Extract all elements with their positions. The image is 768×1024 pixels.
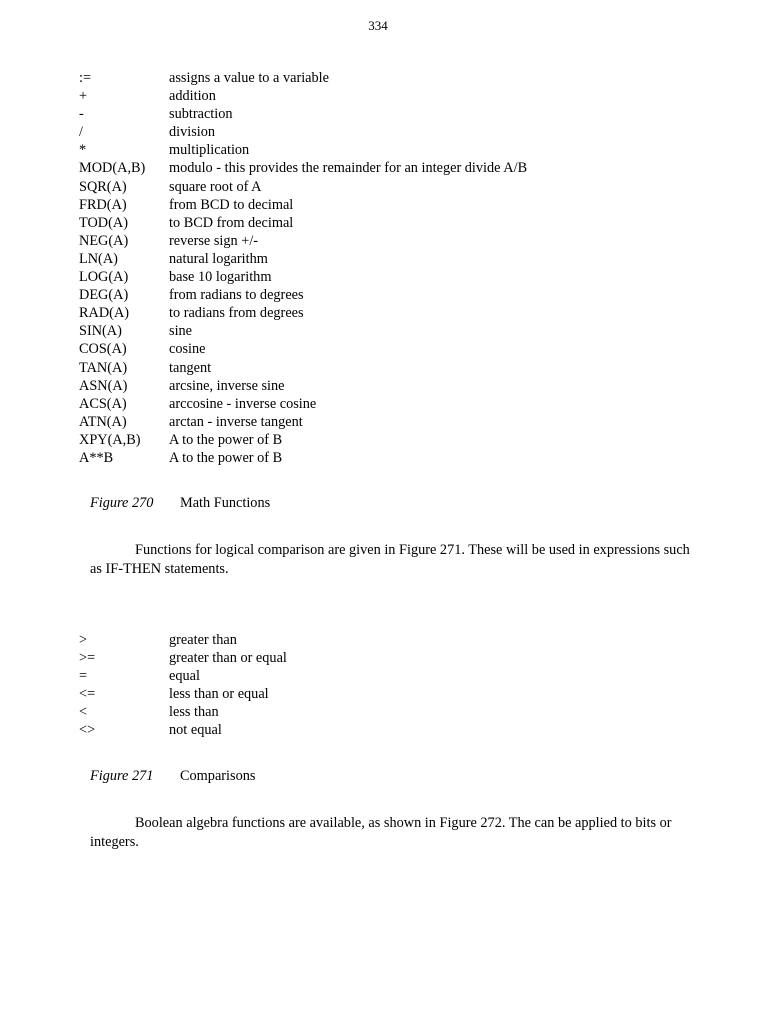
logic-comparison-paragraph: Functions for logical comparison are given in Figure 271. These will be used in expressions such as IF-THEN statements. xyxy=(90,542,690,577)
function-description: square root of A xyxy=(169,178,262,195)
figure-270-title: Math Functions xyxy=(180,495,271,511)
function-description: to BCD from decimal xyxy=(169,214,294,231)
function-description: natural logarithm xyxy=(169,250,268,267)
function-operator: MOD(A,B) xyxy=(79,160,146,177)
function-description: subtraction xyxy=(169,106,233,123)
function-operator: <= xyxy=(79,686,96,703)
function-description: greater than or equal xyxy=(169,650,287,667)
function-row xyxy=(79,359,527,377)
function-row xyxy=(79,87,527,105)
function-description: multiplication xyxy=(169,142,250,159)
function-operator: RAD(A) xyxy=(79,305,130,322)
comparisons-table xyxy=(79,631,287,740)
function-row xyxy=(79,649,287,667)
function-row xyxy=(79,685,287,703)
function-operator: = xyxy=(79,668,88,685)
function-operator: LOG(A) xyxy=(79,269,129,286)
function-description: division xyxy=(169,124,216,141)
function-row xyxy=(79,268,527,286)
function-description: A to the power of B xyxy=(169,431,283,448)
function-row xyxy=(79,631,287,649)
function-description: cosine xyxy=(169,341,206,358)
figure-271-title: Comparisons xyxy=(180,768,256,784)
function-row xyxy=(79,178,527,196)
boolean-functions-paragraph: Boolean algebra functions are available, as shown in Figure 272. The can be applied to bits or integers. xyxy=(90,815,672,850)
math-functions-table xyxy=(79,69,527,467)
function-operator: ATN(A) xyxy=(79,413,127,430)
function-description: from radians to degrees xyxy=(169,287,304,304)
function-row xyxy=(79,141,527,159)
function-operator: >= xyxy=(79,650,96,667)
function-operator: := xyxy=(79,70,92,86)
function-row xyxy=(79,159,527,177)
function-operator: A**B xyxy=(79,449,114,466)
function-operator: < xyxy=(79,704,88,721)
function-row xyxy=(79,667,287,685)
function-operator: > xyxy=(79,632,88,648)
function-description: modulo - this provides the remainder for an integer divide A/B xyxy=(169,160,528,177)
function-row xyxy=(79,214,527,232)
function-description: less than or equal xyxy=(169,686,269,703)
figure-270-caption xyxy=(90,495,270,512)
function-description: A to the power of B xyxy=(169,449,283,466)
function-operator: ASN(A) xyxy=(79,377,128,394)
function-description: reverse sign +/- xyxy=(169,232,259,249)
function-row xyxy=(79,105,527,123)
function-description: tangent xyxy=(169,359,212,376)
function-description: to radians from degrees xyxy=(169,305,304,322)
function-description: sine xyxy=(169,323,193,340)
function-row xyxy=(79,413,527,431)
function-operator: LN(A) xyxy=(79,250,118,267)
function-operator: TOD(A) xyxy=(79,214,128,231)
function-description: arccosine - inverse cosine xyxy=(169,395,317,412)
function-row xyxy=(79,721,287,739)
function-operator: * xyxy=(79,142,87,159)
function-row xyxy=(79,69,527,87)
function-row xyxy=(79,703,287,721)
function-operator: COS(A) xyxy=(79,341,127,358)
function-description: less than xyxy=(169,704,219,721)
function-operator: / xyxy=(79,124,83,141)
function-operator: <> xyxy=(79,722,96,739)
function-operator: + xyxy=(79,88,88,105)
function-description: not equal xyxy=(169,722,222,739)
function-description: greater than xyxy=(169,632,237,648)
function-description: base 10 logarithm xyxy=(169,269,272,286)
function-row xyxy=(79,431,527,449)
function-operator: - xyxy=(79,106,84,123)
page-number: 334 xyxy=(368,18,388,33)
figure-271-caption xyxy=(90,768,255,785)
function-description: assigns a value to a variable xyxy=(169,70,329,86)
function-row xyxy=(79,250,527,268)
function-operator: DEG(A) xyxy=(79,287,129,304)
figure-270-number: Figure 270 xyxy=(90,495,154,511)
function-row xyxy=(79,196,527,214)
function-description: addition xyxy=(169,88,216,105)
figure-271-number: Figure 271 xyxy=(90,768,154,784)
function-operator: SIN(A) xyxy=(79,323,122,340)
function-description: arcsine, inverse sine xyxy=(169,377,285,394)
function-operator: XPY(A,B) xyxy=(79,431,141,448)
function-operator: SQR(A) xyxy=(79,178,127,195)
function-description: arctan - inverse tangent xyxy=(169,413,303,430)
function-row xyxy=(79,123,527,141)
function-row xyxy=(79,340,527,358)
function-row xyxy=(79,286,527,304)
function-row xyxy=(79,304,527,322)
function-row xyxy=(79,449,527,467)
function-operator: NEG(A) xyxy=(79,232,129,249)
function-operator: TAN(A) xyxy=(79,359,128,376)
function-row xyxy=(79,377,527,395)
function-operator: FRD(A) xyxy=(79,196,127,213)
function-row xyxy=(79,232,527,250)
function-row xyxy=(79,395,527,413)
function-operator: ACS(A) xyxy=(79,395,127,412)
function-description: equal xyxy=(169,668,200,685)
function-description: from BCD to decimal xyxy=(169,196,294,213)
function-row xyxy=(79,322,527,340)
